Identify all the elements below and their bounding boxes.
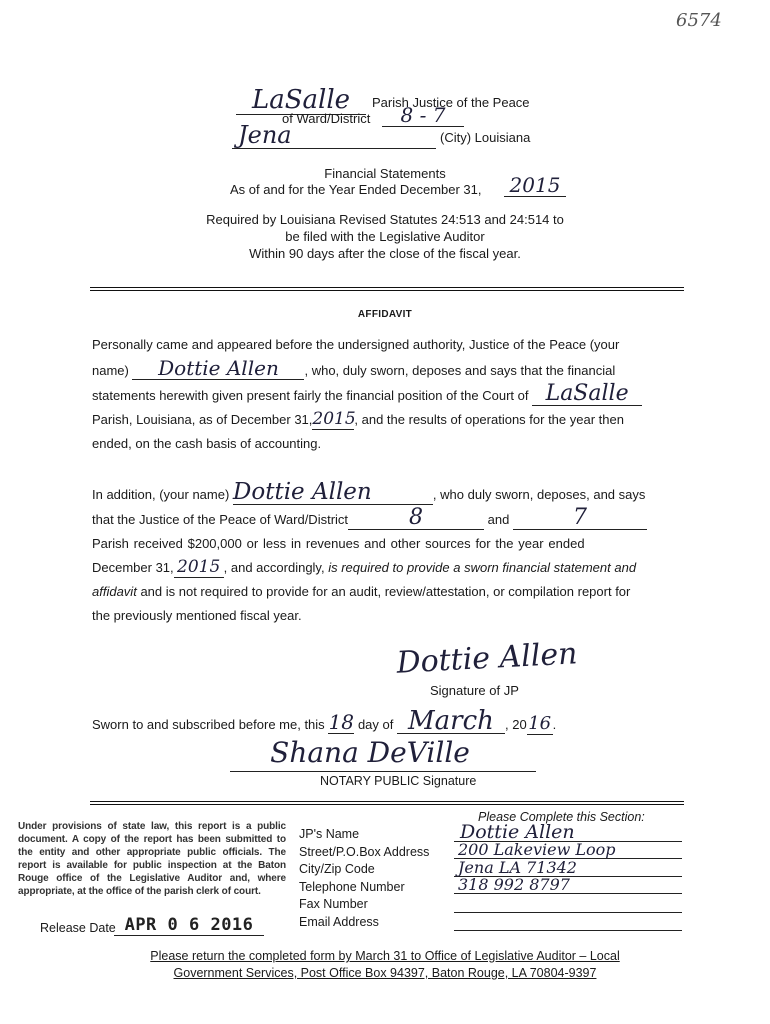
p1-line-e: ended, on the cash basis of accounting. bbox=[92, 436, 322, 451]
field-value-telephone: 318 992 8797 bbox=[454, 876, 682, 894]
day-handwritten: 18 bbox=[328, 710, 355, 734]
title-line-1: Financial Statements bbox=[324, 166, 446, 181]
notary-signature: Shana DeVille bbox=[270, 736, 470, 769]
field-label-email: Email Address bbox=[299, 914, 379, 929]
jp-name2-handwritten: Dottie Allen bbox=[233, 480, 433, 505]
field-label-address: Street/P.O.Box Address bbox=[299, 844, 430, 859]
field-label-jp-name: JP's Name bbox=[299, 827, 360, 841]
return-line-2: Government Services, Post Office Box 94397, Baton Rouge, LA 70804-9397 bbox=[173, 966, 597, 980]
p2-d-pre: December 31, bbox=[92, 560, 174, 575]
sworn-period: . bbox=[552, 717, 557, 732]
affidavit-paragraph-2 bbox=[92, 480, 684, 628]
p2-d-italic: is required to provide a sworn financial statement and bbox=[328, 560, 637, 575]
release-date-stamp: APR 0 6 2016 bbox=[114, 915, 264, 936]
release-date-row bbox=[40, 915, 290, 935]
return-line-1: Please return the completed form by March 31 to Office of Legislative Auditor – Local bbox=[150, 949, 620, 963]
p1-line-c bbox=[92, 383, 684, 408]
field-value-address: 200 Lakeview Loop bbox=[454, 841, 682, 859]
field-label-telephone: Telephone Number bbox=[299, 879, 405, 894]
p1-d-post: , and the results of operations for the year then bbox=[354, 412, 624, 427]
notary-signature-label: NOTARY PUBLIC Signature bbox=[320, 774, 477, 788]
ward-handwritten: 8 - 7 bbox=[382, 104, 464, 127]
p2-a-post: , who duly sworn, deposes, and says bbox=[432, 487, 646, 502]
complete-section-label: Please Complete this Section: bbox=[478, 810, 645, 824]
ward-label: of Ward/District bbox=[282, 111, 371, 126]
p2-line-f: the previously mentioned fiscal year. bbox=[92, 608, 302, 623]
p1-c-pre: statements herewith given present fairly the financial position of the Court of bbox=[92, 388, 529, 403]
day-of: day of bbox=[357, 717, 394, 732]
required-line-1: Required by Louisiana Revised Statutes 24:513 and 24:514 to bbox=[206, 212, 564, 227]
p2-and: and bbox=[487, 512, 510, 527]
sworn-year-handwritten: 16 bbox=[528, 713, 552, 734]
p2-a-pre: In addition, (your name) bbox=[92, 487, 230, 502]
law-note: Under provisions of state law, this report is a public document. A copy of the report has been submitted to the entity and other appropriate public officials. The report is available for public inspection at the Baton Rouge office of the Legislative Auditor and, where appropriate, at the office of the parish clerk of court. bbox=[18, 821, 286, 897]
p2-line-d bbox=[92, 556, 684, 580]
parish-handwritten: LaSalle bbox=[236, 86, 366, 115]
p1-year-handwritten: 2015 bbox=[312, 409, 356, 429]
p2-b-pre: that the Justice of the Peace of Ward/District bbox=[92, 512, 349, 527]
p1-name-label: name) bbox=[92, 363, 129, 378]
release-label: Release Date bbox=[40, 921, 116, 935]
district-number-handwritten: 7 bbox=[513, 507, 647, 530]
p1-d-pre: Parish, Louisiana, as of December 31, bbox=[92, 412, 313, 427]
p2-line-b bbox=[92, 507, 684, 532]
return-instructions bbox=[0, 948, 770, 982]
p1-line-a: Personally came and appeared before the undersigned authority, Justice of the Peace (your bbox=[92, 337, 620, 352]
field-value-jp-name: Dottie Allen bbox=[454, 822, 682, 842]
required-line-3: Within 90 days after the close of the fiscal year. bbox=[249, 246, 521, 261]
corner-number: 6574 bbox=[676, 10, 722, 31]
city-label: (City) Louisiana bbox=[440, 130, 531, 145]
city-handwritten: Jena bbox=[232, 122, 436, 149]
p2-e-italic: affidavit bbox=[92, 584, 137, 599]
p1-line-d bbox=[92, 408, 684, 432]
jp-signature: Dottie Allen bbox=[395, 636, 579, 681]
field-label-city-zip: City/Zip Code bbox=[299, 862, 375, 876]
divider-bottom bbox=[90, 801, 684, 805]
title-year-handwritten: 2015 bbox=[504, 174, 566, 197]
sworn-line bbox=[92, 706, 692, 737]
affidavit-paragraph-1 bbox=[92, 333, 684, 456]
year-prefix: , 20 bbox=[504, 717, 527, 732]
jp-signature-label: Signature of JP bbox=[430, 683, 519, 698]
field-value-email bbox=[454, 914, 682, 931]
ward-number-handwritten: 8 bbox=[348, 507, 484, 530]
field-value-fax bbox=[454, 896, 682, 913]
month-handwritten: March bbox=[397, 709, 505, 734]
field-label-fax: Fax Number bbox=[299, 897, 368, 911]
jp-name-handwritten: Dottie Allen bbox=[132, 357, 304, 380]
p2-e-post: and is not required to provide for an audit, review/attestation, or compilation report for bbox=[140, 584, 631, 599]
required-line-2: be filed with the Legislative Auditor bbox=[285, 229, 485, 244]
title-year-text: As of and for the Year Ended December 31, bbox=[230, 182, 482, 197]
p1-b-post: , who, duly sworn, deposes and says that the financial bbox=[304, 363, 616, 378]
field-value-city-zip: Jena LA 71342 bbox=[454, 859, 682, 877]
p2-d-mid: , and accordingly, bbox=[223, 560, 325, 575]
city-line bbox=[232, 122, 552, 150]
notary-signature-line bbox=[230, 771, 536, 772]
p2-line-c: Parish received $200,000 or less in revenues and other sources for the year ended bbox=[92, 536, 585, 551]
p2-line-a bbox=[92, 480, 684, 507]
affidavit-heading: AFFIDAVIT bbox=[357, 309, 413, 320]
p2-year-handwritten: 2015 bbox=[174, 557, 224, 578]
p1-line-b bbox=[92, 357, 684, 383]
parish-label: Parish Justice of the Peace bbox=[372, 95, 530, 110]
court-handwritten: LaSalle bbox=[532, 383, 642, 406]
sworn-pre: Sworn to and subscribed before me, this bbox=[92, 717, 325, 732]
divider-top bbox=[90, 287, 684, 291]
p2-line-e bbox=[92, 580, 684, 604]
